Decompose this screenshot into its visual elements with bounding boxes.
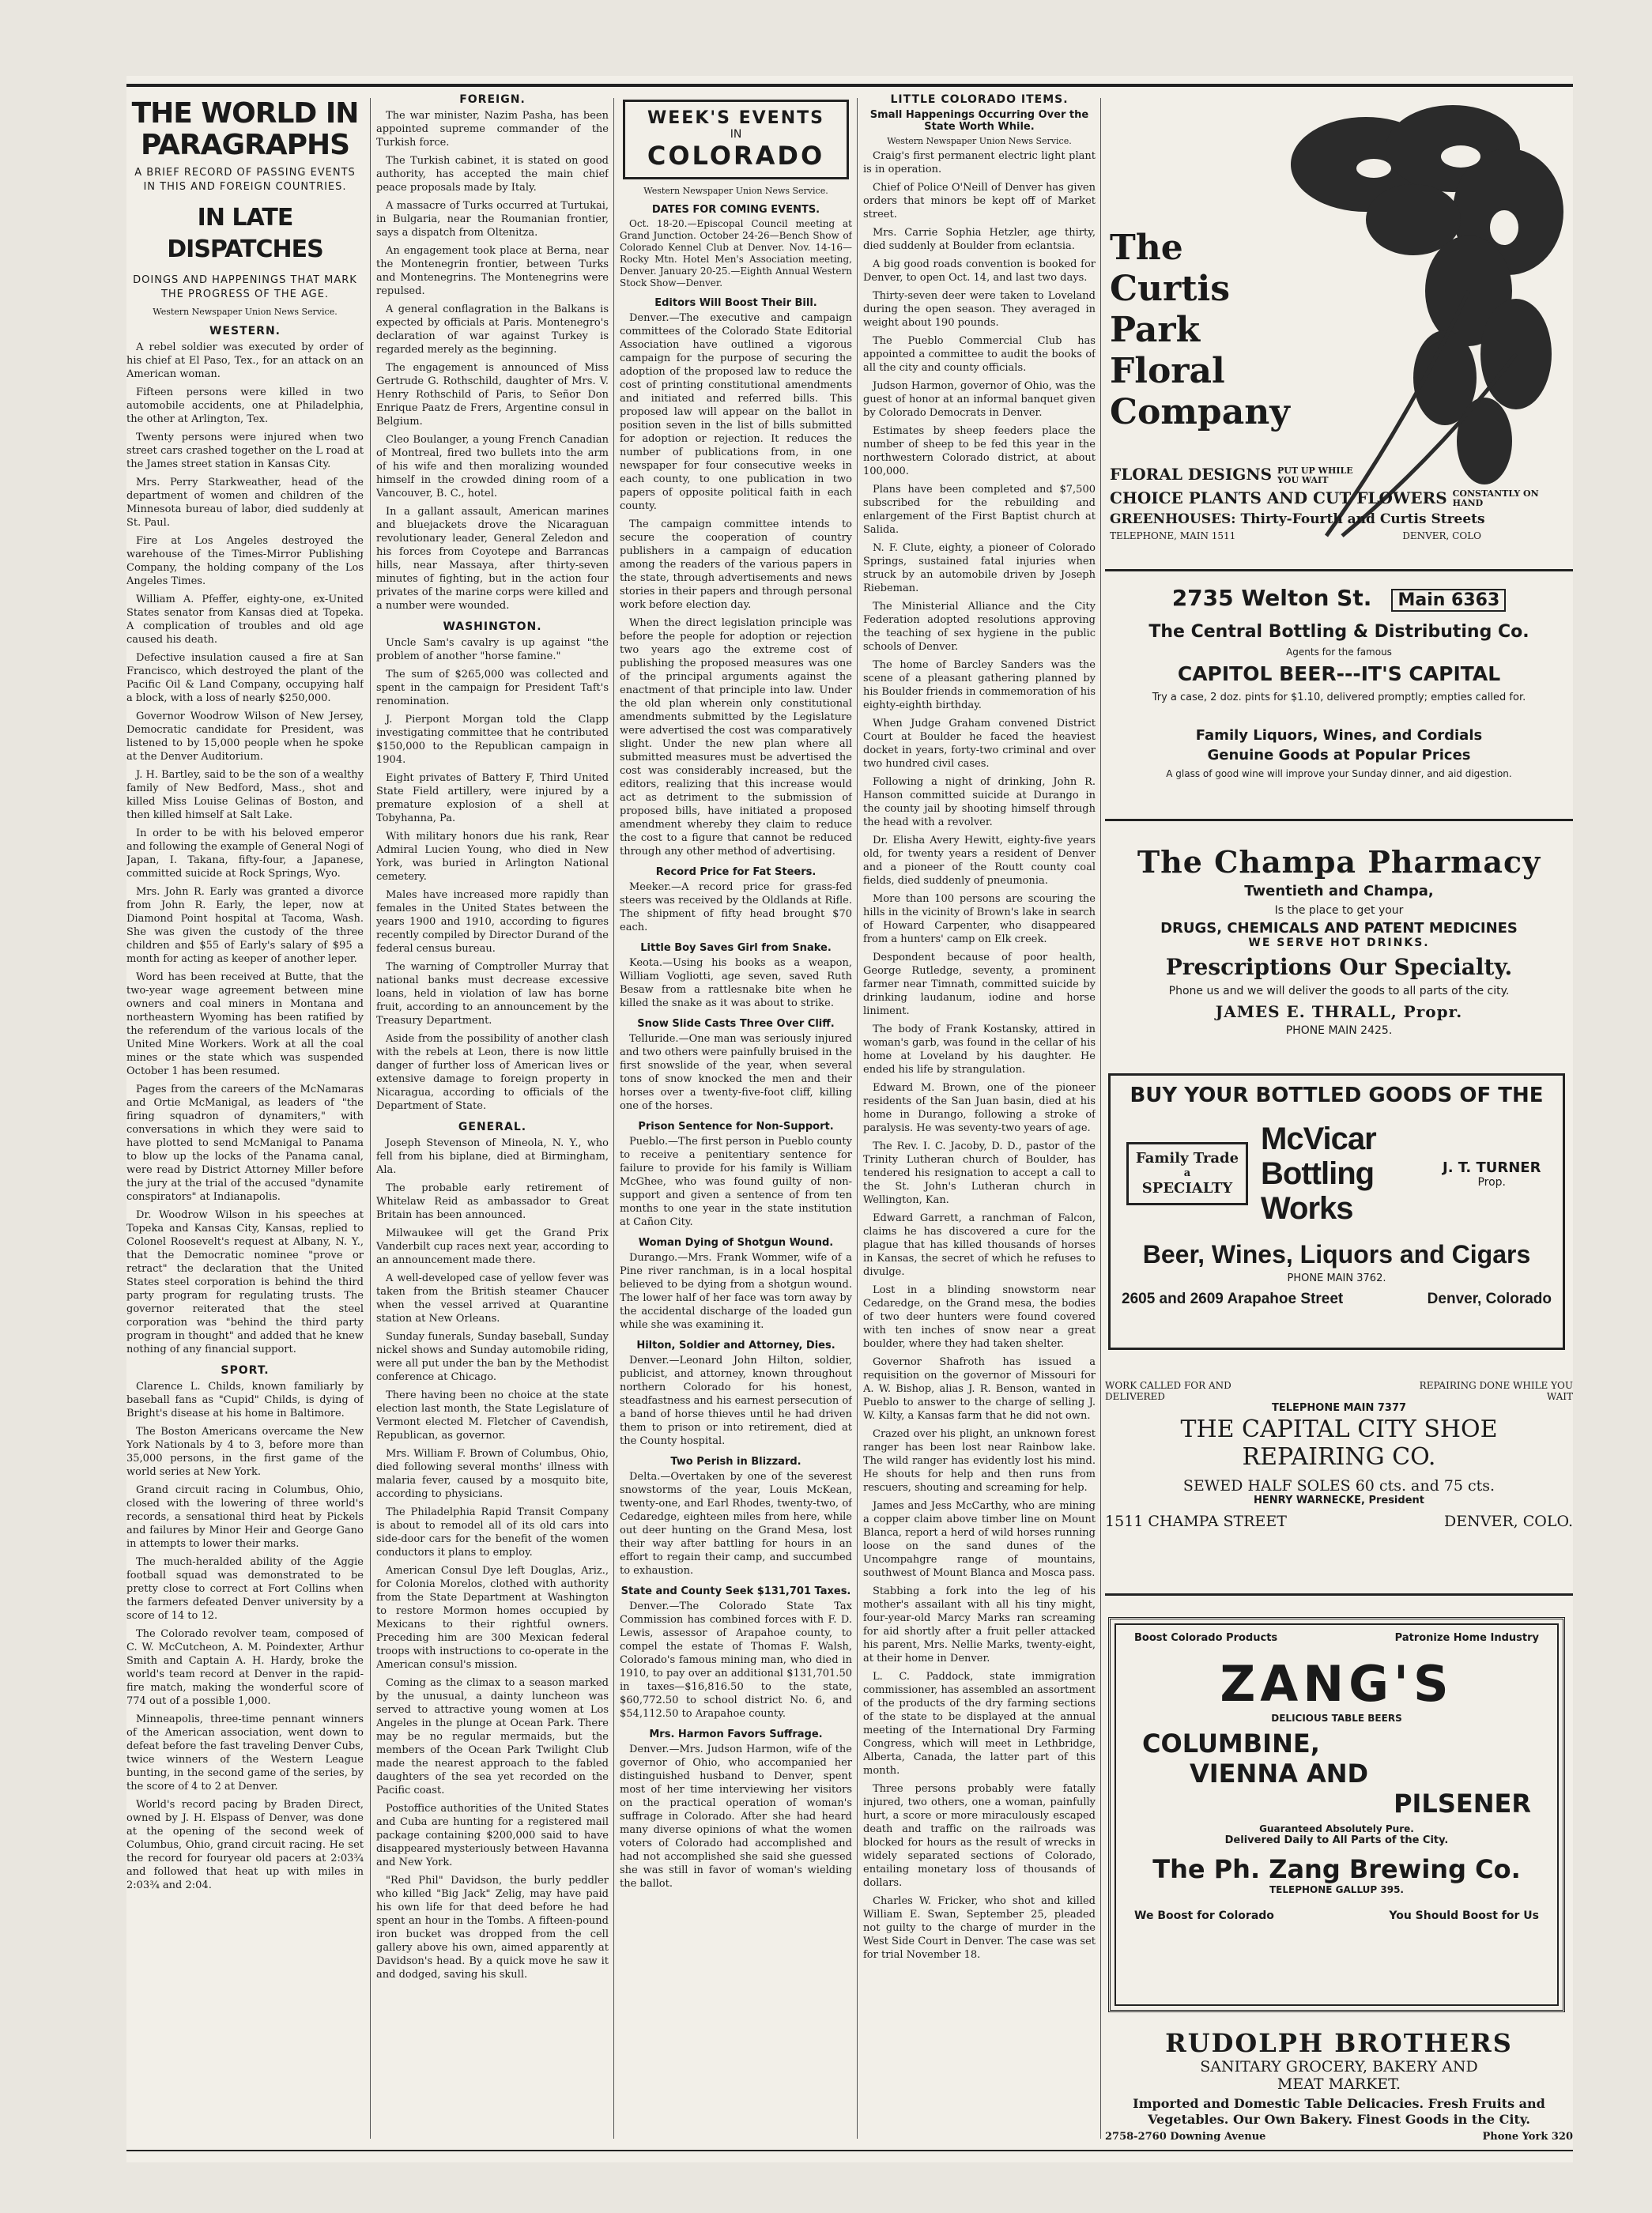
subheadline-brief-record: A BRIEF RECORD OF PASSING EVENTS IN THIS AND FOREIGN COUNTRIES. bbox=[134, 167, 356, 193]
family-trade-line: SPECIALTY bbox=[1141, 1180, 1233, 1197]
paragraph: Meeker.—A record price for grass-fed steers was received by the Oldlands at Rifle. The shipment of fifty head brought $70 each. bbox=[620, 881, 852, 933]
shoe-name-line2: REPAIRING CO. bbox=[1242, 1443, 1436, 1471]
curtis-choice-plants: CHOICE PLANTS AND CUT FLOWERS bbox=[1110, 488, 1447, 507]
column-foreign-washington-general bbox=[376, 93, 609, 2148]
paragraph: Pages from the careers of the McNamaras and Ortie McManigal, as leaders of "the firing squadron of dynamiters," with conversations in which they were said to have plotted to send McManigal to Panama to blow up the locks of the Panama canal, were read by District Attorney Miller before the jury at the trial of the accused "dynamite conspirators" at Indianapolis. bbox=[126, 1084, 364, 1203]
news-service-credit: Western Newspaper Union News Service. bbox=[153, 307, 338, 317]
rudolph-address: 2758-2760 Downing Avenue bbox=[1105, 2131, 1266, 2143]
paragraph: The home of Barcley Sanders was the scene of a pleasant gathering planned by his Boulder friends in commemoration of his eighty-eighth birthday. bbox=[863, 659, 1096, 711]
rudolph-phone: Phone York 320 bbox=[1482, 2131, 1573, 2143]
paragraph: Clarence L. Childs, known familiarly by baseball fans as "Cupid" Childs, is dying of Bright's disease at his home in Baltimore. bbox=[126, 1381, 364, 1419]
shoe-address: 1511 CHAMPA STREET bbox=[1105, 1513, 1287, 1530]
paragraph: Despondent because of poor health, George Rutledge, seventy, a prominent farmer near Timnath, committed suicide by drinking laudanum, iodine and horse liniment. bbox=[863, 952, 1096, 1017]
mcvicar-proprietor: J. T. TURNER bbox=[1443, 1159, 1541, 1176]
subheadline-doings: DOINGS AND HAPPENINGS THAT MARK THE PROGRESS OF THE AGE. bbox=[133, 274, 357, 300]
paragraph: In order to be with his beloved emperor and following the example of General Nogi of Japan, I. Takana, fifty-four, a Japanese, committed suicide at Rock Springs, Wyo. bbox=[126, 828, 364, 880]
column-divider bbox=[613, 98, 614, 2139]
paragraph: Fifteen persons were killed in two automobile accidents, one at Philadelphia, the other at Arlington, Tex. bbox=[126, 386, 364, 425]
mcvicar-name: McVicar Bottling Works bbox=[1261, 1122, 1376, 1226]
rudolph-line2: MEAT MARKET. bbox=[1277, 2075, 1401, 2093]
paragraph: Denver.—Leonard John Hilton, soldier, publicist, and attorney, known throughout northern Colorado for his honest, steadfastness and his earnest persecution of a band of horse thieves until he had driven them to prison or into retirement, died at the County hospital. bbox=[620, 1355, 852, 1447]
curtis-park-name: The Curtis Park Floral Company bbox=[1110, 228, 1290, 432]
mcvicar-bottling-ad bbox=[1108, 1073, 1565, 1350]
section-western: WESTERN. bbox=[209, 325, 281, 337]
zang-pure: Guaranteed Absolutely Pure. bbox=[1259, 1823, 1414, 1834]
weeks-events-title-box bbox=[623, 100, 849, 179]
paragraph: J. H. Bartley, said to be the son of a wealthy family of New Bedford, Mass., shot and killed Miss Louise Gelinas of Boston, and then killed himself at Salt Lake. bbox=[126, 769, 364, 821]
champa-pharmacy-delivery: Phone us and we will deliver the goods to all parts of the city. bbox=[1168, 985, 1510, 997]
article-heading: Mrs. Harmon Favors Suffrage. bbox=[649, 1729, 823, 1740]
curtis-city: DENVER, COLO bbox=[1402, 530, 1481, 541]
article-heading: Editors Will Boost Their Bill. bbox=[654, 297, 817, 309]
central-bottling-offer: Try a case, 2 doz. pints for $1.10, delivered promptly; empties called for. bbox=[1152, 692, 1526, 703]
paragraph: The Philadelphia Rapid Transit Company is about to remodel all of its old cars into side-door cars for the benefit of the women conductors it plans to employ. bbox=[376, 1506, 609, 1559]
paragraph: Crazed over his plight, an unknown forest ranger has been lost near Rainbow lake. The wild ranger has evidently lost his mind. He shouts for help and then runs from rescuers, shouting and screaming for help. bbox=[863, 1428, 1096, 1494]
article-heading: Hilton, Soldier and Attorney, Dies. bbox=[636, 1340, 835, 1352]
rudolph-name: RUDOLPH BROTHERS bbox=[1165, 2028, 1513, 2058]
central-bottling-address: 2735 Welton St. bbox=[1171, 585, 1372, 611]
central-bottling-ad bbox=[1105, 577, 1573, 838]
curtis-park-details bbox=[1110, 465, 1568, 541]
champa-pharmacy-address: Twentieth and Champa, bbox=[1244, 883, 1434, 899]
paragraph: Judson Harmon, governor of Ohio, was the guest of honor at an informal banquet given by Colorado Democrats in Denver. bbox=[863, 380, 1096, 419]
paragraph: A big good roads convention is booked for Denver, to open Oct. 14, and last two days. bbox=[863, 258, 1096, 284]
column-little-colorado-items bbox=[863, 93, 1096, 2148]
family-trade-line: a bbox=[1183, 1167, 1191, 1179]
shoe-city: DENVER, COLO. bbox=[1444, 1513, 1573, 1530]
column-divider bbox=[857, 98, 858, 2139]
curtis-choice-plants-note: CONSTANTLY ON HAND bbox=[1452, 488, 1539, 508]
paragraph: The Ministerial Alliance and the City Federation adopted resolutions approving the teaching of sex hygiene in the public schools of Denver. bbox=[863, 601, 1096, 653]
section-subtitle: Small Happenings Occurring Over the State Worth While. bbox=[869, 109, 1089, 133]
mcvicar-city: Denver, Colorado bbox=[1427, 1291, 1552, 1307]
paragraph: The body of Frank Kostansky, attired in woman's garb, was found in the cellar of his home at Loveland by his daughter. He ended his life by strangulation. bbox=[863, 1024, 1096, 1076]
zang-beer-pilsener: PILSENER bbox=[1394, 1789, 1531, 1819]
central-bottling-name: The Central Bottling & Distributing Co. bbox=[1148, 622, 1529, 642]
shoe-name-line1: THE CAPITAL CITY SHOE bbox=[1180, 1416, 1498, 1443]
paragraph: William A. Pfeffer, eighty-one, ex-United States senator from Kansas died at Topeka. A complication of troubles and old age caused his death. bbox=[126, 594, 364, 646]
family-trade-line: Family Trade bbox=[1135, 1150, 1239, 1167]
capital-city-shoe-ad bbox=[1105, 1380, 1573, 1530]
shoe-repairing-wait: REPAIRING DONE WHILE YOU WAIT bbox=[1419, 1380, 1573, 1402]
paragraph: There having been no choice at the state election last month, the State Legislature of Vermont elected M. Fletcher of Cavendish, Republican, as governor. bbox=[376, 1389, 609, 1442]
paragraph: More than 100 persons are scouring the hills in the vicinity of Brown's lake in search of Howard Carpenter, who disappeared from a hunters' camp on Elk creek. bbox=[863, 893, 1096, 945]
mcvicar-prop-label: Prop. bbox=[1477, 1175, 1506, 1189]
article-heading: Record Price for Fat Steers. bbox=[655, 866, 817, 878]
paragraph: American Consul Dye left Douglas, Ariz., for Colonia Morelos, clothed with authority from the State Department at Washington to restore Mormon homes occupied by Mexicans to their rightful owners. Preceding him are 300 Mexican federal troops with instructions to co-operate in the American consul's mission. bbox=[376, 1565, 609, 1671]
champa-pharmacy-name: The Champa Pharmacy bbox=[1137, 844, 1541, 880]
paragraph: The Turkish cabinet, it is stated on good authority, has accepted the main chief peace proposals made by Italy. bbox=[376, 155, 609, 194]
zang-beer-columbine: COLUMBINE, bbox=[1142, 1729, 1320, 1759]
shoe-president: HENRY WARNECKE, President bbox=[1254, 1495, 1424, 1506]
zang-boost-us: You Should Boost for Us bbox=[1389, 1910, 1539, 1922]
paragraph: Twenty persons were injured when two street cars crashed together on the L road at the James street station in Kansas City. bbox=[126, 432, 364, 470]
paragraph: The campaign committee intends to secure the cooperation of country publishers in a campaign of education among the readers of the various papers in the state, through advertisements and news stories in their papers and through personal work before election day. bbox=[620, 518, 852, 611]
champa-pharmacy-hot-drinks: WE SERVE HOT DRINKS. bbox=[1248, 937, 1430, 949]
paragraph: Craig's first permanent electric light plant is in operation. bbox=[863, 150, 1096, 175]
family-trade-box bbox=[1126, 1142, 1248, 1205]
news-service-credit: Western Newspaper Union News Service. bbox=[887, 136, 1072, 146]
ad-divider bbox=[1105, 819, 1573, 821]
paragraph: Postoffice authorities of the United States and Cuba are hunting for a registered mail package containing $200,000 said to have disappeared mysteriously between Havanna and New York. bbox=[376, 1803, 609, 1868]
paragraph: "Red Phil" Davidson, the burly peddler who killed "Big Jack" Zelig, may have paid his own life for that deed before he had spent an hour in the Tombs. A fifteen-pound iron bucket was dropped from the cell gallery above his own, aimed apparently at Davidson's head. By a quick move he saw it and dodged, saving his skull. bbox=[376, 1875, 609, 1981]
paragraph: An engagement took place at Berna, near the Montenegrin frontier, between Turks and Montenegrins. The Montenegrins were repulsed. bbox=[376, 245, 609, 297]
newspaper-page bbox=[126, 76, 1573, 2162]
paragraph: Governor Woodrow Wilson of New Jersey, Democratic candidate for President, was listened to by 15,000 people when he spoke at the Denver Auditorium. bbox=[126, 711, 364, 763]
paragraph: The sum of $265,000 was collected and spent in the campaign for President Taft's renomination. bbox=[376, 669, 609, 707]
top-rule bbox=[126, 84, 1573, 87]
paragraph: Uncle Sam's cavalry is up against "the problem of another "horse famine." bbox=[376, 637, 609, 662]
article-heading: Prison Sentence for Non-Support. bbox=[638, 1121, 834, 1133]
paragraph: A well-developed case of yellow fever was taken from the British steamer Chaucer when the vessel arrived at Quarantine station at New Orleans. bbox=[376, 1272, 609, 1325]
paragraph: A rebel soldier was executed by order of his chief at El Paso, Tex., for an attack on an American woman. bbox=[126, 341, 364, 380]
zang-boost-colorado: We Boost for Colorado bbox=[1134, 1910, 1274, 1922]
zang-delivered: Delivered Daily to All Parts of the City. bbox=[1224, 1834, 1449, 1846]
curtis-floral-designs-note: PUT UP WHILE YOU WAIT bbox=[1277, 465, 1353, 485]
curtis-telephone: TELEPHONE, MAIN 1511 bbox=[1110, 530, 1236, 541]
paragraph: The Boston Americans overcame the New York Nationals by 4 to 3, before more than 35,000 persons, in the first game of the world series at New York. bbox=[126, 1426, 364, 1478]
shoe-half-soles: SEWED HALF SOLES 60 cts. and 75 cts. bbox=[1182, 1477, 1495, 1495]
paragraph: Three persons probably were fatally injured, two others, one a woman, painfully hurt, a score or more miraculously escaped death and traffic on the railroads was blocked for hours as the result of wrecks in widely separated sections of Colorado, entailing monetary loss of thousands of dollars. bbox=[863, 1783, 1096, 1889]
paragraph: Fire at Los Angeles destroyed the warehouse of the Times-Mirror Publishing Company, the holding company of the Los Angeles Times. bbox=[126, 535, 364, 587]
champa-pharmacy-prescriptions: Prescriptions Our Specialty. bbox=[1165, 954, 1513, 980]
paragraph: Following a night of drinking, John R. Hanson committed suicide at Durango in the county jail by shooting himself through the head with a revolver. bbox=[863, 776, 1096, 828]
mcvicar-beer-wines: Beer, Wines, Liquors and Cigars bbox=[1142, 1240, 1531, 1269]
curtis-greenhouses: GREENHOUSES: Thirty-Fourth and Curtis Streets bbox=[1110, 511, 1485, 527]
paragraph: Charles W. Fricker, who shot and killed William E. Swan, September 25, pleaded not guilty to the charge of murder in the West Side Court in Denver. The case was set for trial November 18. bbox=[863, 1895, 1096, 1961]
headline-world-in-paragraphs: THE WORLD IN PARAGRAPHS bbox=[131, 97, 359, 161]
paragraph: James and Jess McCarthy, who are mining a copper claim above timber line on Mount Blanca, report a herd of wild horses running loose on the sand dunes of the Uncompahgre range of mountains, southwest of Mount Blanca and Mosca pass. bbox=[863, 1500, 1096, 1579]
paragraph: The Pueblo Commercial Club has appointed a committee to audit the books of all the city and county officials. bbox=[863, 335, 1096, 374]
paragraph: Minneapolis, three-time pennant winners of the American association, went down to defeat before the fast traveling Denver Cubs, twice winners of the Western League bunting, in the second game of the series, by the score of 4 to 2 at Denver. bbox=[126, 1713, 364, 1793]
column-divider bbox=[370, 98, 371, 2139]
column-world-in-paragraphs bbox=[126, 93, 364, 2148]
rudolph-line3: Imported and Domestic Table Delicacies. Fresh Fruits and Vegetables. Our Own Bakery. Finest Goods in the City. bbox=[1133, 2096, 1545, 2127]
article-heading: Woman Dying of Shotgun Wound. bbox=[638, 1237, 834, 1249]
mcvicar-heading: BUY YOUR BOTTLED GOODS OF THE bbox=[1130, 1084, 1544, 1107]
paragraph: N. F. Clute, eighty, a pioneer of Colorado Springs, sustained fatal injuries when struck by an automobile driven by Joseph Riebeman. bbox=[863, 542, 1096, 594]
column-weeks-events bbox=[620, 93, 852, 2148]
paragraph: The Rev. I. C. Jacoby, D. D., pastor of the Trinity Lutheran church of Boulder, has tendered his resignation to accept a call to the St. John's Lutheran church in Wellington, Kan. bbox=[863, 1140, 1096, 1206]
paragraph: Joseph Stevenson of Mineola, N. Y., who fell from his biplane, died at Birmingham, Ala. bbox=[376, 1137, 609, 1176]
paragraph: Milwaukee will get the Grand Prix Vanderbilt cup races next year, according to an announcement made there. bbox=[376, 1227, 609, 1266]
paragraph: Dr. Woodrow Wilson in his speeches at Topeka and Kansas City, Kansas, replied to Colonel Roosevelt's request at Albany, N. Y., that the Democratic nominee "prove or retract" the declaration that the United States steel corporation is behind the third party program for regulating trusts. The governor reiterated that the steel corporation was "behind the third party program in thought" and added that he knew nothing of any financial support. bbox=[126, 1209, 364, 1355]
paragraph: The engagement is announced of Miss Gertrude G. Rothschild, daughter of Mrs. V. Henry Rothschild of Paris, to Señor Don Enrique Paatz de Frers, Argentine consul in Belgium. bbox=[376, 362, 609, 428]
ad-divider bbox=[1105, 569, 1573, 571]
central-bottling-goods: Genuine Goods at Popular Prices bbox=[1207, 747, 1471, 763]
article-heading: Snow Slide Casts Three Over Cliff. bbox=[637, 1018, 835, 1030]
paragraph: Delta.—Overtaken by one of the severest snowstorms of the year, Louis McKean, twenty-one, and Earl Rhodes, twenty-two, of Cedaredge, eighteen miles from here, while out deer hunting on the Grand Mesa, lost their way after battling for hours in an effort to regain their camp, and succumbed to exhaustion. bbox=[620, 1471, 852, 1577]
champa-pharmacy-place: Is the place to get your bbox=[1274, 904, 1404, 917]
paragraph: The war minister, Nazim Pasha, has been appointed supreme commander of the Turkish force. bbox=[376, 110, 609, 149]
article-heading: State and County Seek $131,701 Taxes. bbox=[620, 1585, 851, 1597]
section-washington: WASHINGTON. bbox=[443, 620, 542, 633]
central-bottling-agents: Agents for the famous bbox=[1286, 647, 1392, 658]
paragraph: A massacre of Turks occurred at Turtukai, in Bulgaria, near the Roumanian frontier, says a dispatch from Oltenitza. bbox=[376, 200, 609, 239]
paragraph: Thirty-seven deer were taken to Loveland during the open season. They averaged in weight about 190 pounds. bbox=[863, 290, 1096, 329]
rudolph-line1: SANITARY GROCERY, BAKERY AND bbox=[1200, 2058, 1478, 2075]
mcvicar-address: 2605 and 2609 Arapahoe Street bbox=[1122, 1291, 1344, 1307]
section-little-colorado: LITTLE COLORADO ITEMS. bbox=[890, 93, 1069, 106]
capitol-beer-slogan: CAPITOL BEER---IT'S CAPITAL bbox=[1177, 662, 1501, 685]
zang-boost-products: Boost Colorado Products bbox=[1134, 1632, 1278, 1644]
paragraph: Denver.—Mrs. Judson Harmon, wife of the governor of Ohio, who accompanied her distinguished husband to Denver, spent most of her time interviewing her visitors on the practical operation of woman's suffrage in Colorado. After she had heard many diverse opinions of what the women voters of Colorado had accomplished and had not accomplished she said she guessed she was still in favor of woman's wielding the ballot. bbox=[620, 1744, 852, 1890]
paragraph: L. C. Paddock, state immigration commissioner, has assembled an assortment of the products of the dry farming sections of the state to be displayed at the annual meeting of the International Dry Farming Congress, which will meet in Lethbridge, Alberta, Canada, the latter part of this month. bbox=[863, 1671, 1096, 1777]
column-divider bbox=[1100, 98, 1101, 2139]
zang-table-beers: DELICIOUS TABLE BEERS bbox=[1271, 1713, 1402, 1724]
paragraph: The Colorado revolver team, composed of C. W. McCutcheon, A. M. Poindexter, Arthur Smith and Captain A. H. Hardy, broke the world's team record at Denver in the rapid-fire match, making the wonderful score of 774 out of a possible 1,000. bbox=[126, 1628, 364, 1707]
zang-patronize: Patronize Home Industry bbox=[1394, 1632, 1539, 1644]
paragraph: Edward M. Brown, one of the pioneer residents of the San Juan basin, died at his home in Durango, following a stroke of paralysis. He was seventy-two years of age. bbox=[863, 1082, 1096, 1134]
zang-name: ZANG'S bbox=[1220, 1655, 1454, 1713]
paragraph: The warning of Comptroller Murray that national banks must decrease excessive loans, held in violation of law has borne fruit, according to an announcement by the Treasury Department. bbox=[376, 961, 609, 1027]
champa-pharmacy-drugs: DRUGS, CHEMICALS AND PATENT MEDICINES bbox=[1160, 920, 1518, 937]
paragraph: Plans have been completed and $7,500 subscribed for the rebuilding and enlargement of the First Baptist church at Salida. bbox=[863, 484, 1096, 536]
paragraph: A general conflagration in the Balkans is expected by officials at Paris. Montenegro's declaration of war against Turkey is regarded merely as the beginning. bbox=[376, 303, 609, 356]
paragraph: Mrs. Perry Starkweather, head of the department of women and children of the Minnesota bureau of labor, died suddenly at St. Paul. bbox=[126, 477, 364, 529]
shoe-telephone: TELEPHONE MAIN 7377 bbox=[1271, 1402, 1407, 1414]
champa-pharmacy-ad bbox=[1105, 828, 1573, 1105]
section-sport: SPORT. bbox=[221, 1364, 270, 1377]
paragraph: In a gallant assault, American marines and bluejackets drove the Nicaraguan revolutionary leader, General Zeledon and his forces from Coyotepe and Barrancas hills, near Massaya, after thirty-seven minutes of fighting, but in the action four privates of the marine corps were killed and a number were wounded. bbox=[376, 506, 609, 612]
zang-company: The Ph. Zang Brewing Co. bbox=[1152, 1854, 1521, 1884]
box-line: WEEK'S EVENTS bbox=[647, 108, 824, 128]
paragraph: Stabbing a fork into the leg of his mother's assailant with all his tiny might, four-year-old Marcy Marks ran screaming for aid shortly after a fruit peller attacked his parent, Mrs. Nellie Marks, twenty-eight, at their home in Denver. bbox=[863, 1585, 1096, 1664]
paragraph: Coming as the climax to a season marked by the unusual, a dainty luncheon was served to attractive young women at Los Angeles in the plunge at Ocean Park. There may be no regular mermaids, but the members of the Ocean Park Twilight Club made the nearest approach to the fabled daughters of the sea yet recorded on the Pacific coast. bbox=[376, 1677, 609, 1796]
paragraph: Edward Garrett, a ranchman of Falcon, claims he has discovered a cure for the plague that has killed thousands of horses in Kansas, the secret of which he refuses to divulge. bbox=[863, 1212, 1096, 1278]
champa-pharmacy-proprietor: JAMES E. THRALL, Propr. bbox=[1215, 1002, 1463, 1021]
paragraph: Eight privates of Battery F, Third United State Field artillery, were injured by a premature explosion of a shell at Tobyhanna, Pa. bbox=[376, 772, 609, 824]
paragraph: Males have increased more rapidly than females in the United States between the years 1900 and 1910, according to figures recently compiled by Director Durand of the federal census bureau. bbox=[376, 889, 609, 955]
rudolph-brothers-ad bbox=[1105, 2028, 1573, 2147]
paragraph: The probable early retirement of Whitelaw Reid as ambassador to Great Britain has been announced. bbox=[376, 1182, 609, 1221]
paragraph: The much-heralded ability of the Aggie football squad was demonstrated to be pretty close to correct at Fort Collins when the farmers defeated Denver university by a score of 14 to 12. bbox=[126, 1556, 364, 1622]
paragraph: Dr. Elisha Avery Hewitt, eighty-five years old, for twenty years a resident of Denver and a pioneer of the Routt county coal fields, died suddenly of pneumonia. bbox=[863, 835, 1096, 887]
paragraph: Lost in a blinding snowstorm near Cedaredge, on the Grand mesa, the bodies of two deer hunters were found covered with ten inches of snow near a great boulder, where they had taken shelter. bbox=[863, 1284, 1096, 1350]
paragraph: Word has been received at Butte, that the two-year wage agreement between mine owners and coal miners in Montana and northeastern Wyoming has been ratified by the referendum of the various locals of the United Mine Workers. Work at all the coal mines or the state which was suspended October 1 has been resumed. bbox=[126, 971, 364, 1077]
dates-heading: DATES FOR COMING EVENTS. bbox=[651, 204, 820, 216]
news-service-credit: Western Newspaper Union News Service. bbox=[643, 186, 828, 196]
curtis-park-floral-ad bbox=[1105, 93, 1573, 560]
paragraph: Grand circuit racing in Columbus, Ohio, closed with the lowering of three world's records, a sensational third heat by Pickels and failures by Minor Heir and George Gano in attempts to lower their marks. bbox=[126, 1484, 364, 1550]
central-bottling-wine-note: A glass of good wine will improve your Sunday dinner, and aid digestion. bbox=[1166, 768, 1512, 779]
paragraph: Mrs. William F. Brown of Columbus, Ohio, died following several months' illness with malaria fever, caused by a mosquito bite, according to physicians. bbox=[376, 1448, 609, 1500]
paragraph: Governor Shafroth has issued a requisition on the governor of Missouri for A. W. Bishop, alias J. R. Benson, wanted in Pueblo to answer to the charge of selling J. W. Kilty, a Kansas farm that he did not own. bbox=[863, 1356, 1096, 1422]
paragraph: Estimates by sheep feeders place the number of sheep to be fed this year in the northwestern Colorado district, at about 100,000. bbox=[863, 425, 1096, 477]
section-foreign: FOREIGN. bbox=[459, 93, 526, 106]
section-general: GENERAL. bbox=[458, 1121, 527, 1133]
paragraph: Defective insulation caused a fire at San Francisco, which destroyed the plant of the Pacific Oil & Land Company, occupying half a block, with a loss of nearly $250,000. bbox=[126, 652, 364, 704]
bottom-rule bbox=[126, 2150, 1573, 2151]
paragraph: When Judge Graham convened District Court at Boulder he faced the heaviest docket in years, forty-two criminal and over two hundred civil cases. bbox=[863, 718, 1096, 770]
zang-brewing-ad bbox=[1108, 1617, 1565, 2012]
box-line: COLORADO bbox=[647, 141, 825, 171]
paragraph: Durango.—Mrs. Frank Wommer, wife of a Pine river ranchman, is in a local hospital believed to be dying from a shotgun wound. The lower half of her face was torn away by the accidental discharge of the loaded gun while she was examining it. bbox=[620, 1252, 852, 1331]
paragraph: Cleo Boulanger, a young French Canadian of Montreal, fired two bullets into the arm of his wife and then moralizing wounded himself in the crowded dining room of a Vancouver, B. C., hotel. bbox=[376, 434, 609, 500]
headline-late-dispatches: IN LATE DISPATCHES bbox=[167, 204, 323, 263]
champa-pharmacy-phone: PHONE MAIN 2425. bbox=[1285, 1024, 1393, 1037]
paragraph: Chief of Police O'Neill of Denver has given orders that minors be kept off of Market street. bbox=[863, 182, 1096, 221]
paragraph: Denver.—The executive and campaign committees of the Colorado State Editorial Association have outlined a vigorous campaign for the purpose of securing the adoption of the proposed law to reduce the cost of printing constitutional amendments and initiated and referred bills. This proposed law will appear on the ballot in position seven in the list of bills submitted for adoption or rejection. It reduces the number of publications from, in one newspaper for four consecutive weeks in each county, to one publication in two papers of opposite political faith in each county. bbox=[620, 312, 852, 512]
paragraph: Pueblo.—The first person in Pueblo county to receive a penitentiary sentence for failure to provide for his family is William McGhee, who was found guilty of non-support and given a sentence of from ten months to one year in the state institution at Cañon City. bbox=[620, 1136, 852, 1228]
shoe-work-called: WORK CALLED FOR AND DELIVERED bbox=[1105, 1380, 1231, 1402]
paragraph: Mrs. Carrie Sophia Hetzler, age thirty, died suddenly at Boulder from eclantsia. bbox=[863, 227, 1096, 252]
paragraph: Keota.—Using his books as a weapon, William Vogliotti, age seven, saved Ruth Besaw from a rattlesnake bite when he killed the snake as it was about to strike. bbox=[620, 957, 852, 1009]
paragraph: World's record pacing by Braden Direct, owned by J. H. Elspass of Denver, was done at the opening of the second week of Columbus, Ohio, grand circuit racing. He set the record for fouryear old pacers at 2:03¾ and followed that heat up with miles in 2:03¾ and 2:04. bbox=[126, 1799, 364, 1891]
mcvicar-phone: PHONE MAIN 3762. bbox=[1287, 1272, 1386, 1284]
paragraph: J. Pierpont Morgan told the Clapp investigating committee that he contributed $150,000 to the Republican campaign in 1904. bbox=[376, 714, 609, 766]
box-line: IN bbox=[730, 128, 742, 141]
article-heading: Two Perish in Blizzard. bbox=[670, 1456, 801, 1468]
central-bottling-liquors: Family Liquors, Wines, and Cordials bbox=[1195, 727, 1483, 744]
article-heading: Little Boy Saves Girl from Snake. bbox=[640, 942, 832, 954]
central-bottling-phone: Main 6363 bbox=[1391, 589, 1506, 612]
zang-telephone: TELEPHONE GALLUP 395. bbox=[1269, 1884, 1404, 1895]
paragraph: Mrs. John R. Early was granted a divorce from John R. Early, the leper, now at Diamond Point hospital at Tacoma, Wash. She was given the custody of the three children and $55 of Early's salary of $95 a month for acting as keeper of another leper. bbox=[126, 886, 364, 965]
zang-beer-vienna: VIENNA AND bbox=[1190, 1759, 1369, 1789]
paragraph: When the direct legislation principle was before the people for adoption or rejection two years ago the extreme cost of publishing the proposed measures was one of the principal arguments against the enactment of that principle into law. Under the old plan wherein only constitutional amendments submitted by the Legislature were advertised the cost was comparatively slight. Under the new plan where all submitted measures must be advertised the cost was considerably increased, but the editors, realizing that this increase would act as detriment to the submission of proposed bills, have initiated a proposed amendment whereby they claim to reduce the cost to a figure that cannot be reduced through any other method of advertising. bbox=[620, 617, 852, 858]
paragraph: Denver.—The Colorado State Tax Commission has combined forces with F. D. Lewis, assessor of Arapahoe county, to compel the estate of Thomas F. Walsh, Colorado's famous mining man, who died in 1910, to pay over an additional $131,701.50 in taxes—$16,816.50 to the state, $60,772.50 to school district No. 6, and $54,112.50 to Arapahoe county. bbox=[620, 1600, 852, 1720]
curtis-floral-designs: FLORAL DESIGNS bbox=[1110, 465, 1273, 484]
paragraph: Sunday funerals, Sunday baseball, Sunday nickel shows and Sunday automobile riding, were all put under the ban by the Methodist conference at Chicago. bbox=[376, 1331, 609, 1383]
paragraph: Aside from the possibility of another clash with the rebels at Leon, there is now little danger of further loss of American lives or extensive damage to foreign property in Nicaragua, according to officials of the Department of State. bbox=[376, 1033, 609, 1112]
ad-divider bbox=[1105, 1593, 1573, 1596]
paragraph: With military honors due his rank, Rear Admiral Lucien Young, who died in New York, was buried in Arlington National cemetery. bbox=[376, 831, 609, 883]
paragraph: Telluride.—One man was seriously injured and two others were painfully bruised in the first snowslide of the year, when several tons of snow knocked the men and their horses over a twenty-five-foot cliff, killing one of the horses. bbox=[620, 1033, 852, 1112]
paragraph: Oct. 18-20.—Episcopal Council meeting at Grand Junction. October 24-26—Bench Show of Colorado Kennel Club at Denver. Nov. 14-16—Rocky Mtn. Hotel Men's Association meeting, Denver. January 20-25.—Eighth Annual Western Stock Show—Denver. bbox=[620, 218, 852, 288]
